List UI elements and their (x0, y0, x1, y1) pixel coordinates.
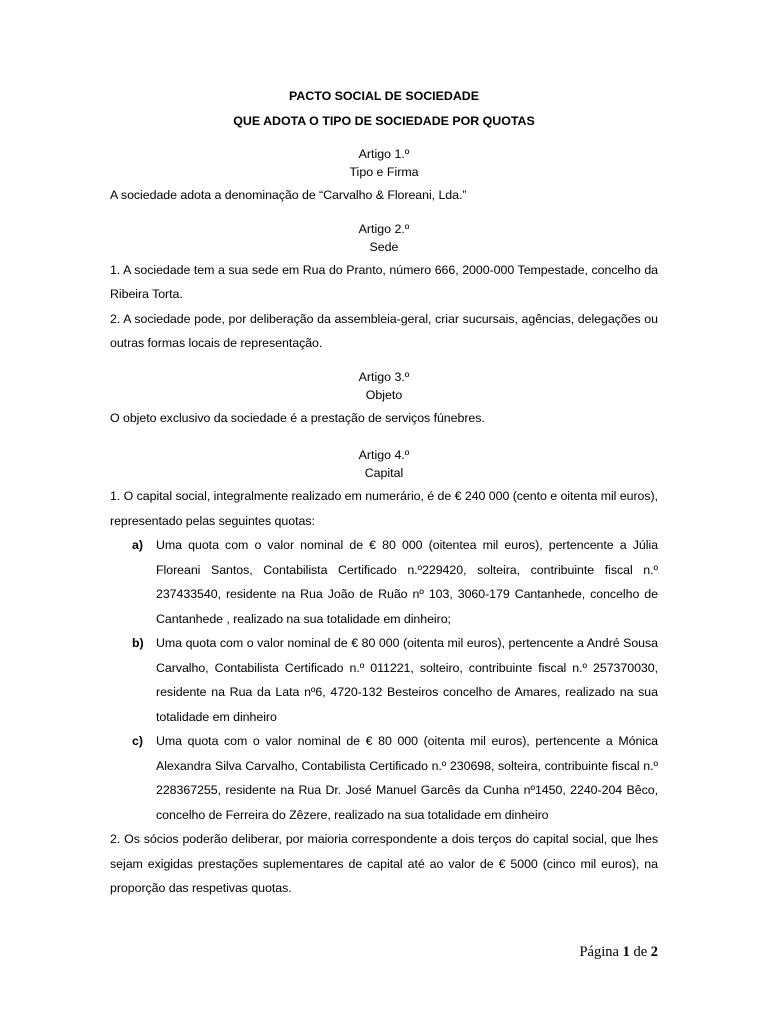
document-title-line2: QUE ADOTA O TIPO DE SOCIEDADE POR QUOTAS (233, 114, 535, 128)
article-paragraph: O objeto exclusivo da sociedade é a prestação de serviços fúnebres. (110, 410, 485, 425)
article-number: Artigo 3.º (358, 369, 410, 384)
article-paragraph: 2. A sociedade pode, por deliberação da assembleia-geral, criar sucursais, agências, delegações ou outras formas locais de representação. (110, 311, 658, 350)
article-number: Artigo 4.º (358, 448, 410, 462)
article-4-header (110, 446, 658, 482)
article-heading: Capital (364, 466, 404, 480)
list-item-text: Uma quota com o valor nominal de € 80 000 (oitentea mil euros), pertencente a Júlia Floreani Santos, Contabilista Certificado n.º229420, solteira, contribuinte fiscal n.º 237433540, residente na Rua João de Ruão nº 103, 3060-179 Cantanhede, concelho de Cantanhede , realizado na sua totalidade em dinheiro; (156, 538, 658, 626)
current-page-number: 1 (622, 944, 630, 960)
list-item (110, 631, 658, 729)
list-item-text: Uma quota com o valor nominal de € 80 000 (oitenta mil euros), pertencente a Mónica Alexandra Silva Carvalho, Contabilista Certificado n.º 230698, solteira, contribuinte fiscal n.º 228367255, residente na Rua Dr. José Manuel Garcês da Cunha nº1450, 2240-204 Bêco, concelho de Ferreira do Zêzere, realizado na sua totalidade em dinheiro (156, 734, 658, 822)
list-item (110, 729, 658, 827)
article-number: Artigo 2.º (358, 221, 410, 236)
article-1-header (110, 145, 658, 181)
page-footer (579, 944, 658, 961)
page-word: Página (579, 944, 619, 960)
list-item (110, 533, 658, 631)
article-paragraph: 2. Os sócios poderão deliberar, por maioria correspondente a dois terços do capital social, que lhes sejam exigidas prestações suplementares de capital até ao valor de € 5000 (cinco mil euros), na proporção das respetivas quotas. (110, 832, 658, 895)
of-word: de (633, 944, 648, 960)
document-title-line1: PACTO SOCIAL DE SOCIEDADE (288, 89, 479, 103)
document-page (110, 86, 658, 901)
article-2-header (110, 220, 658, 256)
article-number: Artigo 1.º (358, 147, 410, 161)
list-marker: c) (132, 734, 143, 748)
article-heading: Sede (369, 239, 399, 254)
article-paragraph: A sociedade adota a denominação de “Carvalho & Floreani, Lda.” (110, 188, 467, 202)
list-marker: b) (132, 636, 144, 650)
total-pages-number: 2 (650, 944, 658, 960)
article-3-header (110, 368, 658, 404)
list-item-text: Uma quota com o valor nominal de € 80 000 (oitenta mil euros), pertencente a André Sousa Carvalho, Contabilista Certificado n.º 011221, solteiro, contribuinte fiscal n.º 257370030, residente na Rua da Lata nº6, 4720-132 Besteiros concelho de Amares, realizado na sua totalidade em dinheiro (156, 636, 658, 724)
list-marker: a) (132, 538, 143, 552)
article-paragraph: 1. O capital social, integralmente realizado em numerário, é de € 240 000 (cento e oitenta mil euros), representado pelas seguintes quotas: (110, 489, 658, 528)
article-heading: Tipo e Firma (349, 165, 419, 179)
article-paragraph: 1. A sociedade tem a sua sede em Rua do Pranto, número 666, 2000-000 Tempestade, concelho da Ribeira Torta. (110, 262, 658, 301)
article-heading: Objeto (365, 387, 403, 402)
